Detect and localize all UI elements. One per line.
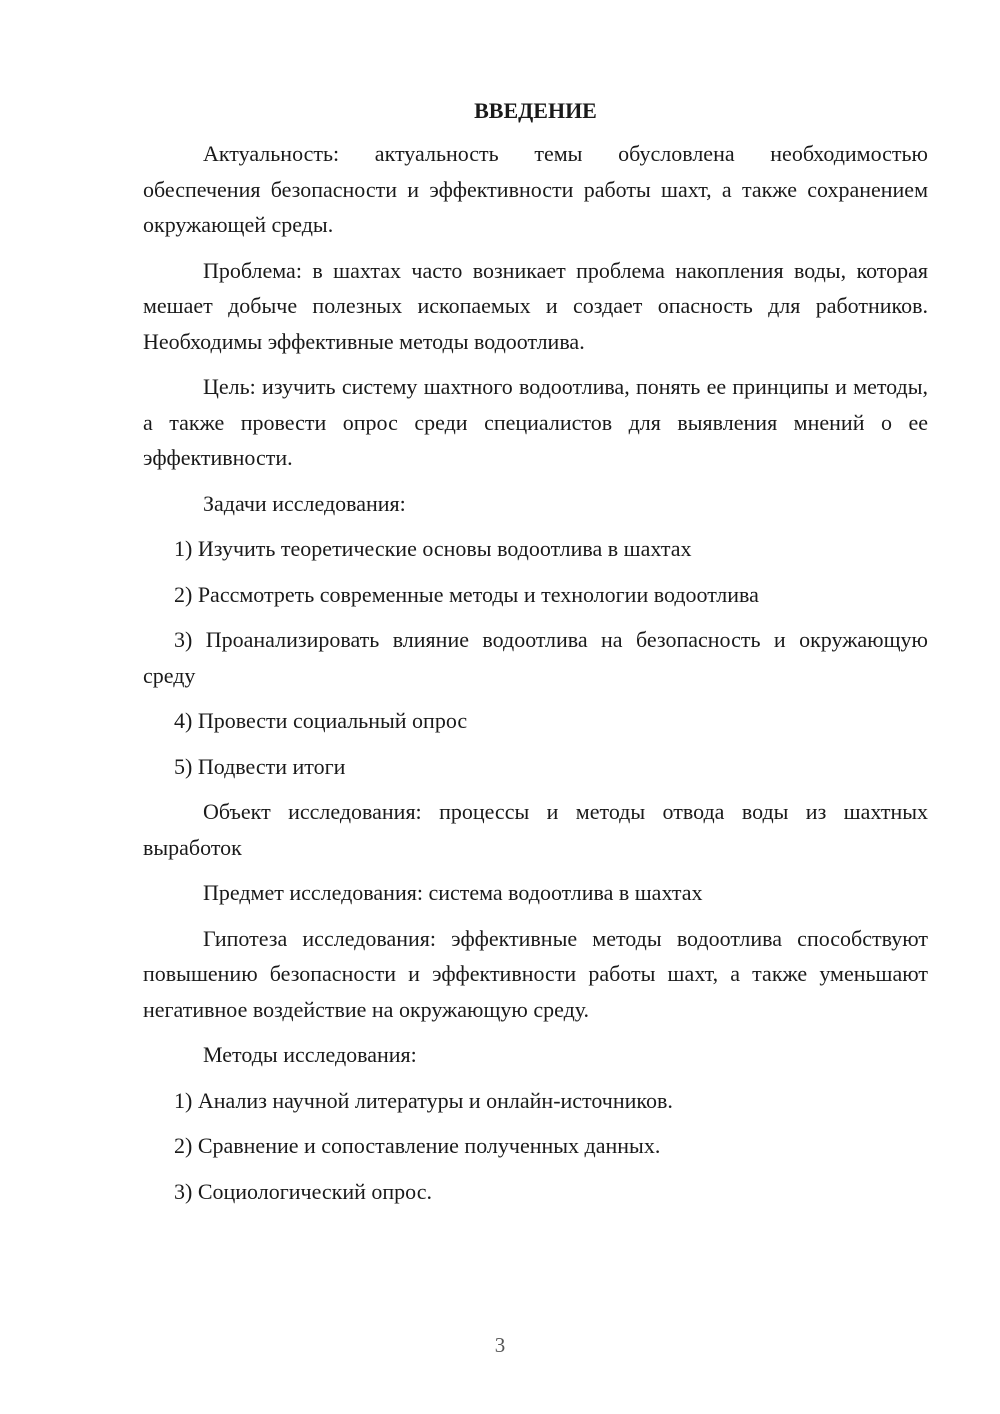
relevance-paragraph: Актуальность: актуальность темы обусловлена необходимостью обеспечения безопасности и эффективности работы шахт, а также сохранением окружающей среды. xyxy=(143,141,928,237)
goal-paragraph: Цель: изучить систему шахтного водоотлива, понять ее принципы и методы, а также провести опрос среди специалистов для выявления мнений о ее эффективности. xyxy=(143,374,928,470)
problem-paragraph: Проблема: в шахтах часто возникает проблема накопления воды, которая мешает добыче полезных ископаемых и создает опасность для работников. Необходимы эффективные методы водоотлива. xyxy=(143,257,928,354)
hypothesis-paragraph: Гипотеза исследования: эффективные методы водоотлива способствуют повышению безопасности и эффективности работы шахт, а также уменьшают негативное воздействие на окружающую среду. xyxy=(143,925,928,1022)
method-item: 3) Социологический опрос. xyxy=(174,1178,432,1204)
task-item: 4) Провести социальный опрос xyxy=(174,708,468,733)
methods-heading: Методы исследования: xyxy=(203,1042,417,1067)
tasks-heading: Задачи исследования: xyxy=(203,490,406,516)
page-number: 3 xyxy=(494,1333,506,1357)
method-item: 2) Сравнение и сопоставление полученных данных. xyxy=(174,1133,661,1158)
subject-paragraph: Предмет исследования: система водоотлива в шахтах xyxy=(203,880,703,905)
task-item: 1) Изучить теоретические основы водоотлива в шахтах xyxy=(174,536,692,561)
document-page xyxy=(143,96,928,1219)
task-item: 5) Подвести итоги xyxy=(174,753,346,779)
page-title: ВВЕДЕНИЕ xyxy=(474,98,597,123)
method-item: 1) Анализ научной литературы и онлайн-источников. xyxy=(174,1087,673,1113)
task-item: 2) Рассмотреть современные методы и технологии водоотлива xyxy=(174,581,759,607)
task-item: 3) Проанализировать влияние водоотлива на безопасность и окружающую среду xyxy=(143,627,928,688)
object-paragraph: Объект исследования: процессы и методы отвода воды из шахтных выработок xyxy=(143,799,928,860)
